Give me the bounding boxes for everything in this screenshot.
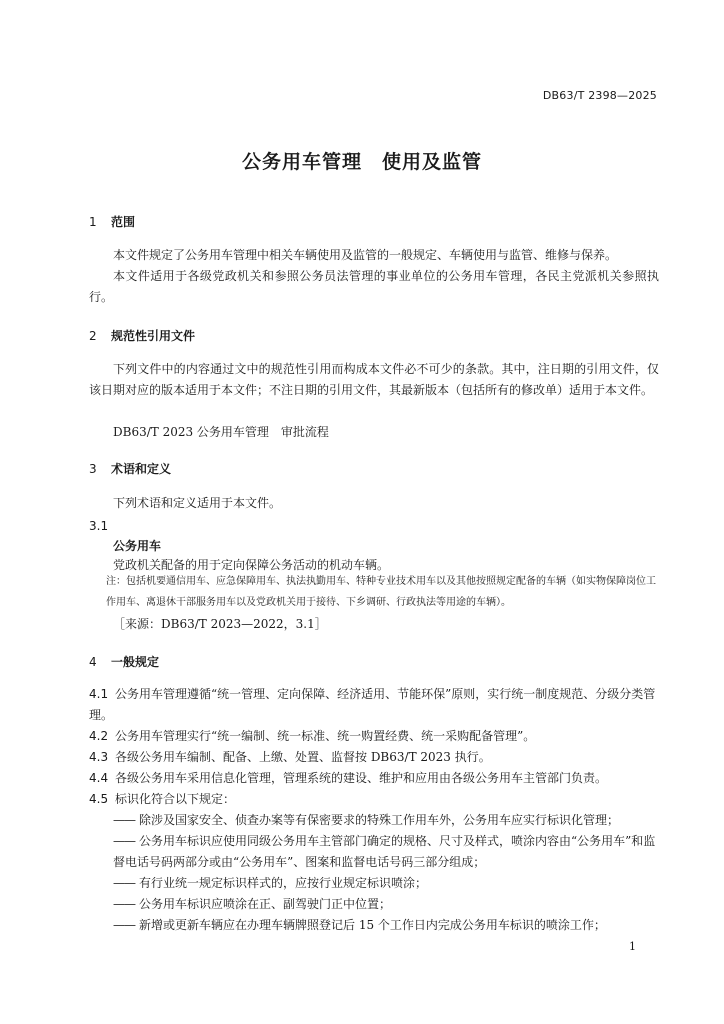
section-title: 规范性引用文件 <box>111 329 196 343</box>
term-note <box>106 571 658 613</box>
dash-marker: —— <box>113 876 135 890</box>
dash-marker: —— <box>113 813 135 827</box>
paragraph: 下列术语和定义适用于本文件。 <box>113 496 282 510</box>
list-item-text: 公务用车标识应喷涂在正、副驾驶门正中位置； <box>139 897 392 911</box>
clause-4-3 <box>89 747 659 768</box>
clause-text: 公务用车管理实行“统一编制、统一标准、统一购置经费、统一采购配备管理”。 <box>115 729 536 743</box>
section-title: 范围 <box>111 215 136 229</box>
list-item <box>113 915 659 936</box>
term-definition: 党政机关配备的用于定向保障公务活动的机动车辆。 <box>113 558 390 572</box>
clause-4-4 <box>89 768 659 789</box>
paragraph: 下列文件中的内容通过文中的规范性引用而构成本文件必不可少的条款。其中，注日期的引用文件，仅该日期对应的版本适用于本文件；不注日期的引用文件，其最新版本（包括所有的修改单）适用于本文件。 <box>89 362 659 397</box>
reference-entry: DB63/T 2023 公务用车管理 审批流程 <box>113 425 329 439</box>
section-number: 1 <box>89 215 97 229</box>
section-3-heading <box>89 460 171 477</box>
clause-4-2 <box>89 726 659 747</box>
document-title: 公务用车管理 使用及监管 <box>241 151 482 173</box>
dash-marker: —— <box>113 834 135 848</box>
paragraph: 本文件适用于各级党政机关和参照公务员法管理的事业单位的公务用车管理，各民主党派机关参照执行。 <box>89 269 659 304</box>
clause-4-1 <box>89 684 659 726</box>
list-item <box>113 810 659 831</box>
section-number: 3 <box>89 462 97 476</box>
section-4-heading <box>89 653 159 670</box>
list-item <box>113 873 659 894</box>
clause-text: 公务用车管理遵循“统一管理、定向保障、经济适用、节能环保”原则，实行统一制度规范、分级分类管理。 <box>89 687 656 722</box>
clause-text: 各级公务用车编制、配备、上缴、处置、监督按 DB63/T 2023 执行。 <box>115 750 491 764</box>
list-item <box>113 831 659 873</box>
term-name: 公务用车 <box>113 539 162 553</box>
list-item <box>113 894 659 915</box>
clause-text: 标识化符合以下规定： <box>115 792 236 806</box>
clause-number: 4.2 <box>89 729 109 743</box>
note-label: 注： <box>106 576 126 587</box>
standard-number: DB63/T 2398—2025 <box>542 89 657 102</box>
clause-4-5 <box>89 789 659 810</box>
section-2-heading <box>89 327 195 344</box>
term-number: 3.1 <box>89 519 109 533</box>
section-1-heading <box>89 213 135 230</box>
clause-text: 各级公务用车采用信息化管理，管理系统的建设、维护和应用由各级公务用车主管部门负责。 <box>115 771 608 785</box>
clause-number: 4.3 <box>89 750 109 764</box>
list-item-text: 新增或更新车辆应在办理车辆牌照登记后 15 个工作日内完成公务用车标识的喷涂工作； <box>139 918 606 932</box>
page-number: 1 <box>629 940 636 953</box>
list-item-text: 有行业统一规定标识样式的，应按行业规定标识喷涂； <box>139 876 428 890</box>
dash-marker: —— <box>113 897 135 911</box>
list-item-text: 公务用车标识应使用同级公务用车主管部门确定的规格、尺寸及样式，喷涂内容由“公务用车”和监督电话号码两部分或由“公务用车”、图案和监督电话号码三部分组成； <box>113 834 656 869</box>
clause-number: 4.5 <box>89 792 109 806</box>
section-title: 一般规定 <box>111 655 160 669</box>
clause-number: 4.4 <box>89 771 109 785</box>
paragraph: 本文件规定了公务用车管理中相关车辆使用及监管的一般规定、车辆使用与监管、维修与保养。 <box>113 248 618 262</box>
list-item-text: 除涉及国家安全、侦查办案等有保密要求的特殊工作用车外，公务用车应实行标识化管理； <box>139 813 620 827</box>
section-title: 术语和定义 <box>111 462 172 476</box>
dash-marker: —— <box>113 918 135 932</box>
section-number: 2 <box>89 329 97 343</box>
section-number: 4 <box>89 655 97 669</box>
clause-number: 4.1 <box>89 687 109 701</box>
term-source: ［来源：DB63/T 2023—2022，3.1］ <box>113 617 327 631</box>
note-text: 包括机要通信用车、应急保障用车、执法执勤用车、特种专业技术用车以及其他按照规定配备的车辆（如实物保障岗位工作用车、离退休干部服务用车以及党政机关用于接待、下乡调研、行政执法等用途的车辆）。 <box>106 576 656 608</box>
